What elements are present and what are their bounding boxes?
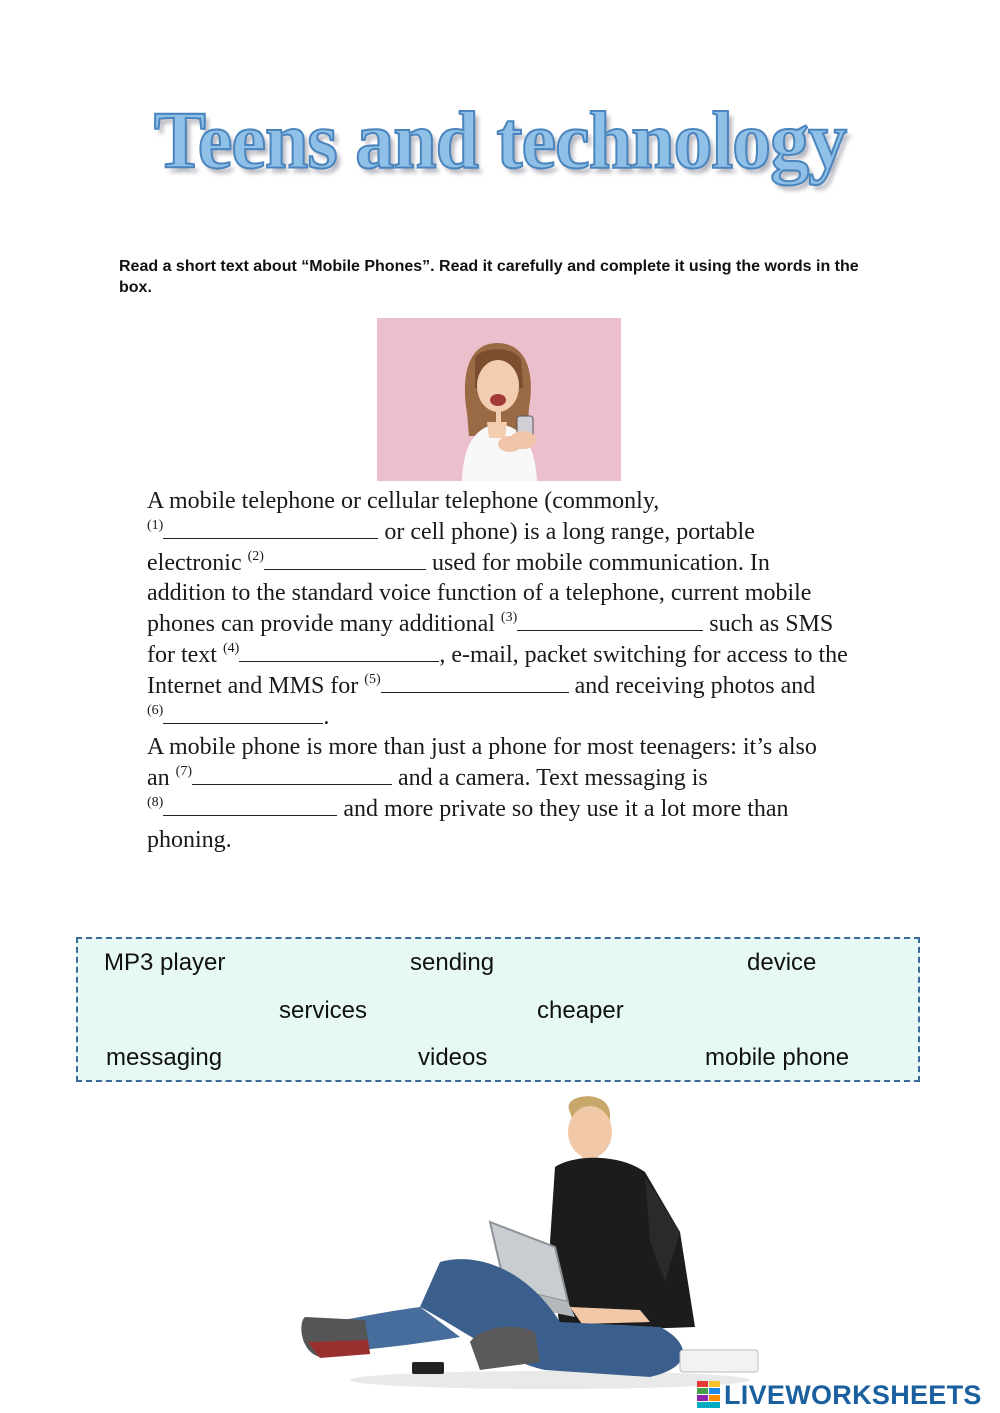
blank-5-input[interactable] [381, 672, 569, 693]
blank-number-6: (6) [147, 702, 164, 718]
passage-line: A mobile telephone or cellular telephone (commonly, [147, 488, 660, 514]
boy-with-laptop-photo [300, 1092, 760, 1392]
blank-6-input[interactable] [163, 703, 323, 724]
passage-line: $^{(1)}$ or cell phone) is a long range, portable [147, 517, 755, 545]
reading-passage [147, 486, 927, 856]
blank-2-input[interactable] [264, 549, 426, 570]
passage-line: A mobile phone is more than just a phone for most teenagers: it’s also [147, 734, 817, 761]
blank-7-input[interactable] [192, 764, 392, 785]
word-bank-item: sending [410, 949, 495, 976]
passage-line: $^{(6)}$ . [147, 702, 330, 730]
worksheet-title: Teens and technology [153, 93, 847, 186]
passage-line: Internet and MMS for $^{(5)}$ and receiving photos and [147, 671, 816, 699]
liveworksheets-logo-icon [697, 1381, 721, 1409]
word-bank-item: messaging [106, 1044, 223, 1071]
passage-line: phoning. [147, 826, 232, 853]
blank-number-4: (4) [222, 640, 240, 656]
word-bank-item: MP3 player [104, 949, 226, 976]
blank-number-8: (8) [147, 794, 164, 810]
word-bank-item: services [279, 997, 368, 1024]
blank-number-1: (1) [147, 517, 164, 533]
blank-1-input[interactable] [163, 518, 378, 539]
liveworksheets-logo: LIVEWORKSHEETS [697, 1380, 982, 1410]
passage-line: for text $^{(4)}$ , e-mail, packet switching for access to the [147, 640, 848, 668]
passage-line: an $^{(7)}$ and a camera. Text messaging is [147, 764, 708, 792]
word-bank-item: device [747, 949, 817, 976]
passage-line: electronic $^{(2)}$ used for mobile communication. In [147, 548, 770, 576]
blank-8-input[interactable] [163, 795, 337, 816]
blank-4-input[interactable] [239, 641, 439, 662]
word-bank-box [76, 937, 920, 1082]
blank-number-5: (5) [364, 671, 381, 687]
blank-number-7: (7) [175, 764, 192, 780]
word-bank-item: cheaper [537, 997, 624, 1024]
word-bank-item: mobile phone [705, 1044, 850, 1071]
word-bank-item: videos [418, 1044, 488, 1071]
blank-number-3: (3) [500, 610, 518, 626]
passage-line: $^{(8)}$ and more private so they use it a lot more than [147, 794, 789, 822]
blank-number-2: (2) [247, 548, 264, 564]
girl-with-phone-photo [377, 318, 621, 481]
blank-3-input[interactable] [517, 610, 703, 631]
instructions-text: Read a short text about “Mobile Phones”. Read it carefully and complete it using the words in the box. [119, 258, 859, 296]
passage-line: phones can provide many additional $^{(3)}$ such as SMS [147, 610, 834, 638]
passage-line: addition to the standard voice function of a telephone, current mobile [147, 580, 812, 607]
